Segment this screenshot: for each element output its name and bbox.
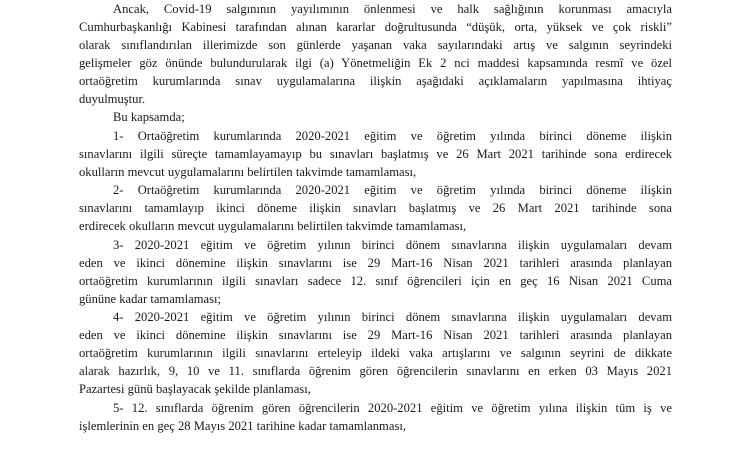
item-4-line-2: eden ve ikinci dönemine ilişkin sınavlarını ise 29 Mart-16 Nisan 2021 tarihleri arasında planlayan [79, 328, 672, 342]
item-1-line-3: okulların mevcut uygulamalarını belirtilen takvimde tamamlaması, [79, 165, 417, 179]
item-3-line-3: ortaöğretim kurumlarının ilgili sınavları sadece 12. sınıf öğrencileri için en geç 16 Nisan 2021 Cuma [79, 274, 672, 288]
item-4-line-3: ortaöğretim kurumlarının ilgili sınavlarını erteleyip ildeki vaka artışlarını ve salgının seyrini de dikkate [79, 346, 672, 360]
item-1-line-2: sınavlarını ilgili süreçte tamamlayamayıp bu sınavları başlatmış ve 26 Mart 2021 tarihinde sona erdirecek [79, 147, 672, 161]
item-3-line-1: 3- 2020-2021 eğitim ve öğretim yılının birinci dönem sınavlarına ilişkin uygulamaları devam [113, 238, 672, 252]
item-5-line-2: işlemlerinin en geç 28 Mayıs 2021 tarihine kadar tamamlanması, [79, 419, 406, 433]
item-1-line-1: 1- Ortaöğretim kurumlarında 2020-2021 eğitim ve öğretim yılında birinci döneme ilişkin [113, 129, 672, 143]
item-4-line-1: 4- 2020-2021 eğitim ve öğretim yılının birinci dönem sınavlarına ilişkin uygulamaları devam [113, 310, 672, 324]
paragraph-1-line-4: gelişmeler göz önünde bulundurularak ilgi (a) Yönetmeliğin Ek 2 nci maddesi kapsamında resmî ve özel [79, 56, 672, 70]
paragraph-1-line-5: ortaöğretim kurumlarında sınav uygulamalarına ilişkin aşağıdaki açıklamaların yapılmasına ihtiyaç [79, 74, 672, 88]
paragraph-1-line-3: olarak sınıflandırılan illerimizde son günlerde yaşanan vaka sayılarındaki artış ve salgının seyrindeki [79, 38, 672, 52]
item-2-line-1: 2- Ortaöğretim kurumlarında 2020-2021 eğitim ve öğretim yılında birinci döneme ilişkin [113, 183, 672, 197]
paragraph-1-line-1: Ancak, Covid-19 salgınının yayılımının önlenmesi ve halk sağlığının korunması amacıyla [113, 2, 672, 16]
paragraph-2-line-1: Bu kapsamda; [113, 110, 185, 124]
paragraph-1-line-6: duyulmuştur. [79, 92, 146, 106]
item-2-line-3: erdirecek okulların mevcut uygulamalarını belirtilen takvimde tamamlaması, [79, 219, 467, 233]
item-4-line-5: Pazartesi günü başlayacak şekilde planlaması, [79, 382, 311, 396]
item-3-line-4: gününe kadar tamamlaması; [79, 292, 221, 306]
item-5-line-1: 5- 12. sınıflarda öğrenim gören öğrencilerin 2020-2021 eğitim ve öğretim yılına ilişkin tüm iş ve [113, 401, 672, 415]
paragraph-1-line-2: Cumhurbaşkanlığı Kabinesi tarafından alınan kararlar doğrultusunda “düşük, orta, yüksek ve çok riskli” [79, 20, 672, 34]
item-4-line-4: alarak hazırlık, 9, 10 ve 11. sınıflarda öğrenim gören öğrencilerin sınavlarını en erken 03 Mayıs 2021 [79, 364, 672, 378]
item-3-line-2: eden ve ikinci dönemine ilişkin sınavlarını ise 29 Mart-16 Nisan 2021 tarihleri arasında planlayan [79, 256, 672, 270]
item-2-line-2: sınavlarını tamamlayıp ikinci döneme ilişkin sınavları başlatmış ve 26 Mart 2021 tarihinde sona [79, 201, 672, 215]
